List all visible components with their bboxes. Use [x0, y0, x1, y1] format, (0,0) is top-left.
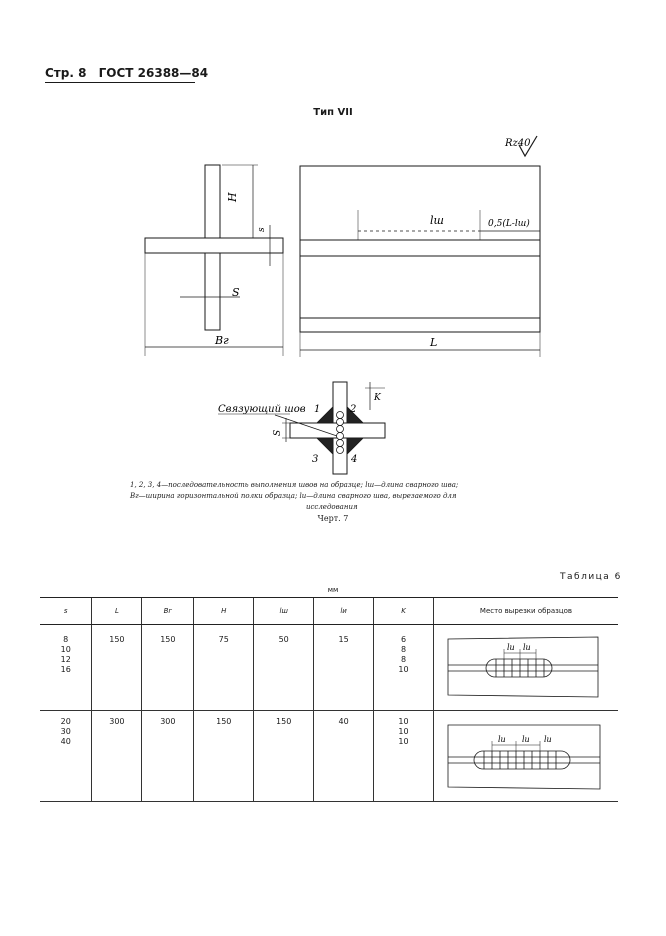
cell-lsh: 50 [254, 625, 314, 711]
dim-K: K [374, 393, 381, 403]
caption-line-3: исследования [306, 503, 358, 511]
col-li: lи [314, 598, 374, 625]
page-number: Стр. 8 [45, 66, 87, 80]
horizontal-plate [145, 238, 283, 253]
figure-label: Черт. 7 [317, 514, 349, 523]
cell-H: 75 [194, 625, 254, 711]
cell-Br: 150 [142, 625, 194, 711]
table-header-row [40, 598, 618, 625]
sketch-li-label: lи [497, 735, 506, 744]
dim-Br: Bг [215, 334, 229, 347]
seq-4: 4 [351, 454, 358, 465]
cell-L: 150 [92, 625, 142, 711]
col-lsh: lш [254, 598, 314, 625]
col-L: L [92, 598, 142, 625]
cut-sketch [434, 625, 618, 707]
col-Br: Bг [142, 598, 194, 625]
cell-s: 8 10 12 16 [60, 635, 71, 674]
col-cut-location: Место вырезки образцов [433, 598, 618, 625]
cell-lsh: 150 [254, 711, 314, 802]
dim-L: L [430, 336, 438, 349]
table-row [40, 711, 618, 802]
cut-sketch [434, 711, 618, 797]
table-row [40, 625, 618, 711]
col-H: H [194, 598, 254, 625]
cell-H: 150 [194, 711, 254, 802]
roughness-label: Rz40 [505, 138, 531, 149]
binding-seam-label: Связующий шов [218, 404, 306, 415]
units-label: мм [327, 586, 339, 594]
table-label: Таблица 6 [560, 572, 622, 582]
sketch-li-label: lи [543, 735, 552, 744]
dim-half-length: 0,5(L-lш) [488, 219, 530, 229]
col-s: s [40, 598, 92, 625]
cross-section-detail [210, 370, 410, 475]
cell-s: 20 30 40 [40, 711, 92, 802]
dim-s: s [257, 227, 267, 232]
cell-Br: 300 [142, 711, 194, 802]
cell-sketch-2 [433, 711, 618, 802]
cell-sketch-1 [433, 625, 618, 711]
sketch-li-label: lи [521, 735, 530, 744]
caption-line-2: Bг—ширина горизонтальной полки образца; lи—длина сварного шва, вырезаемого для [130, 492, 457, 500]
dim-S: S [232, 286, 240, 299]
dim-S-detail: S [273, 429, 283, 436]
data-table [40, 597, 618, 802]
caption-line-1: 1, 2, 3, 4—последовательность выполнения швов на образце; lш—длина сварного шва; [130, 481, 459, 489]
dim-lsh: lш [430, 214, 444, 227]
figure-caption [130, 480, 530, 513]
seq-3: 3 [312, 454, 319, 465]
standard-code: ГОСТ 26388—84 [98, 66, 209, 80]
sketch-li-label: lи [506, 643, 515, 652]
cell-K: 10 10 10 [374, 711, 434, 802]
top-view-plate [300, 166, 540, 332]
seq-2: 2 [350, 404, 357, 415]
seq-1: 1 [314, 404, 321, 415]
cell-li: 15 [314, 625, 374, 711]
sketch-li-label: lи [522, 643, 531, 652]
cell-li: 40 [314, 711, 374, 802]
col-K: K [374, 598, 434, 625]
cell-L: 300 [92, 711, 142, 802]
dim-H: H [226, 192, 239, 202]
cell-K: 6 8 8 10 [374, 625, 434, 711]
type-title: Тип VII [313, 107, 353, 118]
